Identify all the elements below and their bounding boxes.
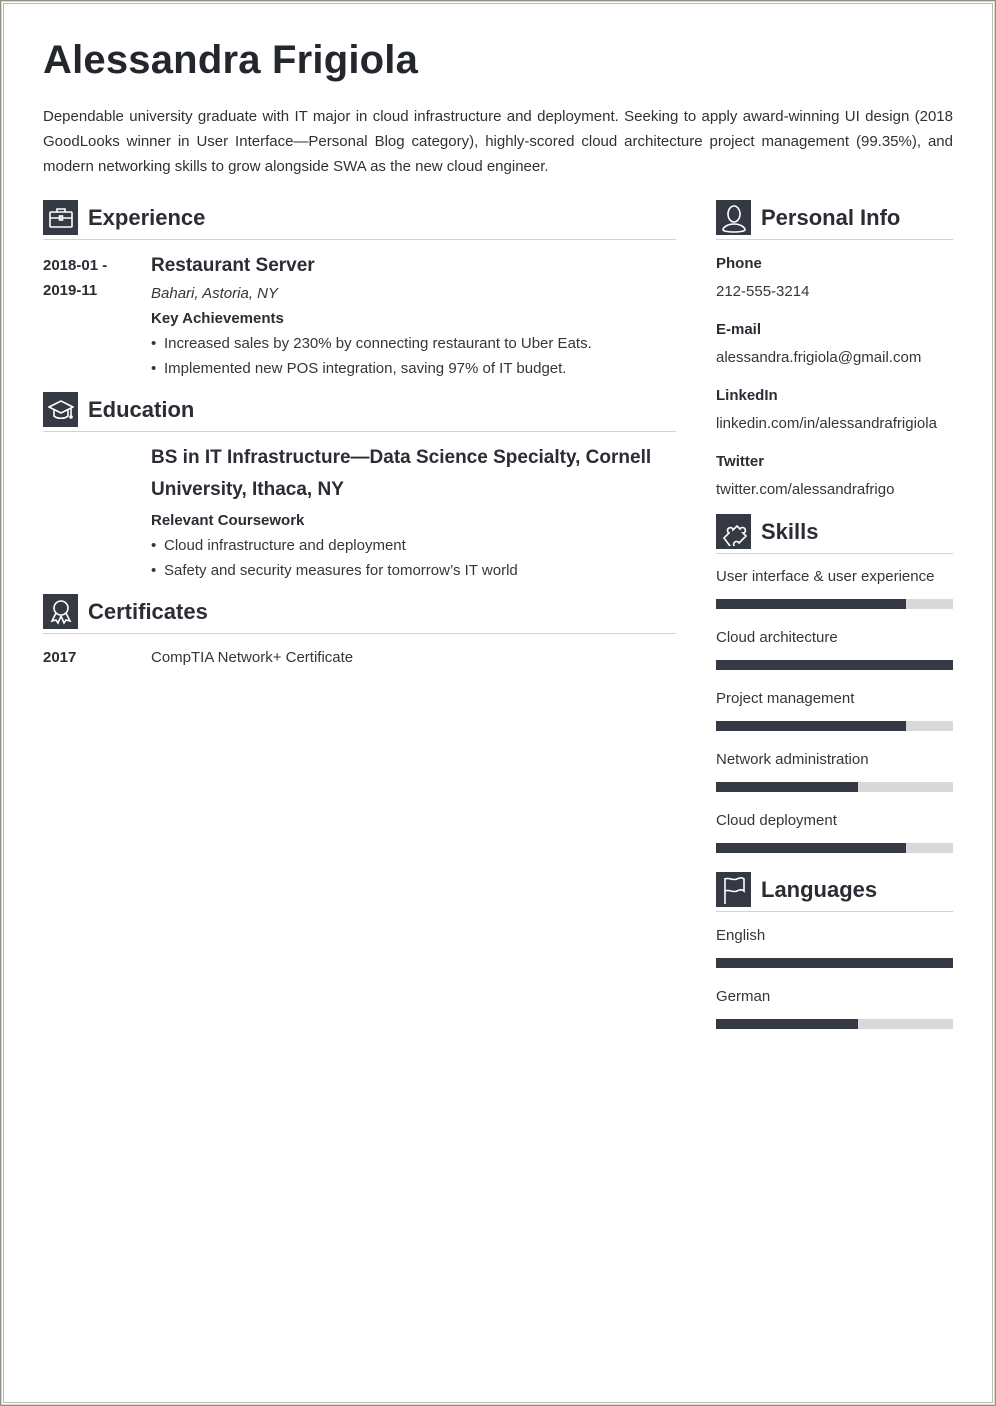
languages-header bbox=[716, 872, 953, 912]
skill-item bbox=[716, 567, 953, 609]
skill-bar bbox=[716, 721, 953, 731]
candidate-name: Alessandra Frigiola bbox=[43, 38, 419, 82]
certificate-year: 2017 bbox=[43, 649, 77, 666]
language-bar-fill bbox=[716, 1019, 858, 1029]
skill-bar-fill bbox=[716, 599, 906, 609]
flag-icon bbox=[716, 872, 751, 907]
language-name: German bbox=[716, 988, 771, 1005]
personal-info-header bbox=[716, 200, 953, 240]
coursework-label: Relevant Coursework bbox=[151, 512, 305, 529]
experience-title: Experience bbox=[88, 204, 206, 230]
skill-bar-fill bbox=[716, 843, 906, 853]
languages-title: Languages bbox=[761, 876, 878, 902]
left-column bbox=[43, 200, 676, 670]
skill-name: Cloud deployment bbox=[716, 812, 837, 829]
skill-name: Network administration bbox=[716, 751, 869, 768]
education-title: Education bbox=[88, 396, 195, 422]
skill-item bbox=[716, 689, 953, 731]
skills-list bbox=[716, 567, 953, 853]
experience-entry bbox=[43, 253, 676, 381]
list-item: • Implemented new POS integration, saving 97% of IT budget. bbox=[151, 356, 676, 381]
list-item: • Increased sales by 230% by connecting restaurant to Uber Eats. bbox=[151, 331, 676, 356]
job-title: Restaurant Server bbox=[151, 255, 315, 276]
phone-value: 212-555-3214 bbox=[716, 283, 810, 300]
phone-block bbox=[716, 254, 953, 302]
phone-label: Phone bbox=[716, 255, 762, 272]
briefcase-icon bbox=[43, 200, 78, 235]
language-item bbox=[716, 987, 953, 1029]
person-icon bbox=[716, 200, 751, 235]
company: Bahari, Astoria, NY bbox=[151, 285, 278, 302]
twitter-block bbox=[716, 452, 953, 500]
twitter-label: Twitter bbox=[716, 453, 765, 470]
education-header bbox=[43, 392, 676, 432]
email-value: alessandra.frigiola@gmail.com bbox=[716, 349, 922, 366]
skill-bar bbox=[716, 843, 953, 853]
list-item: • Cloud infrastructure and deployment bbox=[151, 533, 676, 558]
graduation-cap-icon bbox=[43, 392, 78, 427]
skill-bar-fill bbox=[716, 782, 858, 792]
linkedin-label: LinkedIn bbox=[716, 387, 778, 404]
skill-name: User interface & user experience bbox=[716, 568, 935, 585]
skill-bar-fill bbox=[716, 660, 953, 670]
email-block bbox=[716, 320, 953, 368]
experience-dates bbox=[43, 253, 151, 381]
language-bar-fill bbox=[716, 958, 953, 968]
summary: Dependable university graduate with IT major in cloud infrastructure and deployment. Seeking to apply award-winning UI design (2018 GoodLooks winner in User Interface—Personal Blog category), highly-scored cloud architecture project management (99.35%), and modern networking skills to grow alongside SWA as the new cloud engineer. bbox=[43, 108, 953, 175]
skill-item bbox=[716, 750, 953, 792]
email-label: E-mail bbox=[716, 321, 762, 338]
skills-title: Skills bbox=[761, 518, 819, 544]
date-start: 2018-01 - bbox=[43, 257, 108, 274]
skill-item bbox=[716, 811, 953, 853]
linkedin-value: linkedin.com/in/alessandrafrigiola bbox=[716, 415, 937, 432]
skills-header bbox=[716, 514, 953, 554]
skill-bar bbox=[716, 599, 953, 609]
languages-list bbox=[716, 926, 953, 1029]
award-ribbon-icon bbox=[43, 594, 78, 629]
skill-name: Cloud architecture bbox=[716, 629, 838, 646]
skill-bar bbox=[716, 782, 953, 792]
puzzle-icon bbox=[716, 514, 751, 549]
twitter-value: twitter.com/alessandrafrigo bbox=[716, 481, 895, 498]
achievements-list bbox=[151, 331, 676, 381]
certificate-entry bbox=[43, 645, 676, 670]
experience-header bbox=[43, 200, 676, 240]
list-item: • Safety and security measures for tomorrow’s IT world bbox=[151, 558, 676, 583]
key-achievements-label: Key Achievements bbox=[151, 310, 284, 327]
skill-item bbox=[716, 628, 953, 670]
certificates-header bbox=[43, 594, 676, 634]
certificates-title: Certificates bbox=[88, 598, 208, 624]
language-name: English bbox=[716, 927, 766, 944]
date-end: 2019-11 bbox=[43, 282, 98, 299]
language-bar bbox=[716, 1019, 953, 1029]
language-item bbox=[716, 926, 953, 968]
coursework-list bbox=[151, 533, 676, 583]
certificate-name: CompTIA Network+ Certificate bbox=[151, 649, 354, 666]
linkedin-block bbox=[716, 386, 953, 434]
skill-bar-fill bbox=[716, 721, 906, 731]
skill-bar bbox=[716, 660, 953, 670]
right-column bbox=[716, 200, 953, 1029]
personal-info-title: Personal Info bbox=[761, 204, 901, 230]
skill-name: Project management bbox=[716, 690, 855, 707]
education-entry bbox=[43, 442, 676, 583]
language-bar bbox=[716, 958, 953, 968]
degree-title: BS in IT Infrastructure—Data Science Specialty, Cornell University, Ithaca, NY bbox=[151, 447, 652, 500]
